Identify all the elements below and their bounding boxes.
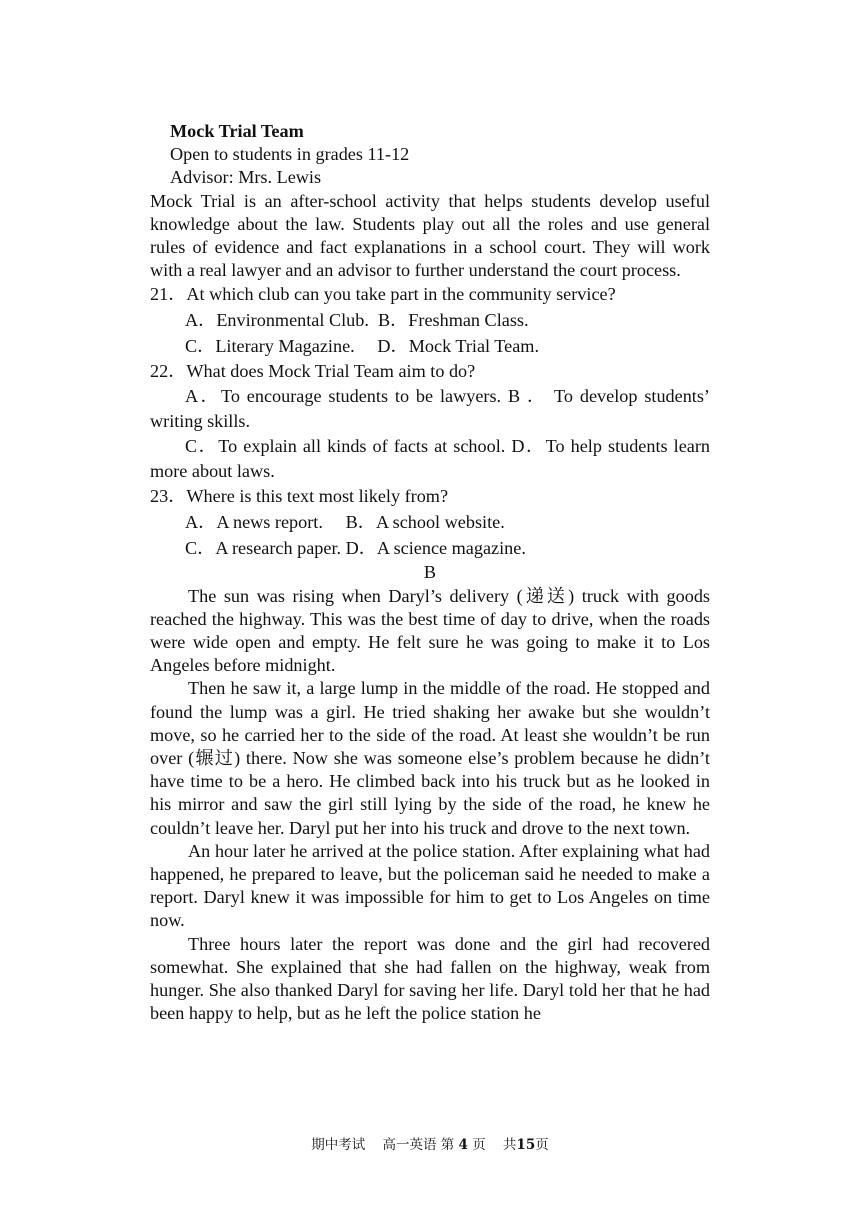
option-line: C．A research paper. D．A science magazine. — [185, 538, 526, 559]
club-description: Mock Trial is an after-school activity that helps students develop useful knowledge about the law. Students play out all the roles and use general rules of evidence and fact explanations in a school court. They will work with a real lawyer and an advisor to further understand the court process. — [150, 190, 710, 281]
question-stem: 23．Where is this text most likely from? — [150, 486, 449, 507]
page-footer — [0, 1133, 860, 1153]
question-21 — [150, 282, 710, 359]
footer-page-suffix: 页 — [472, 1137, 486, 1153]
passage-paragraph: Three hours later the report was done and the girl had recovered somewhat. She explained that she had fallen on the highway, weak from hunger. She also thanked Daryl for saving her life. Daryl told her that he had been happy to help, but as he left the police station he — [150, 933, 710, 1024]
footer-exam: 期中考试 — [311, 1137, 366, 1153]
question-stem: 21．At which club can you take part in the community service? — [150, 284, 616, 305]
passage-paragraph: An hour later he arrived at the police station. After explaining what had happened, he prepared to leave, but the policeman said he needed to make a report. Daryl knew it was impossible for him to get to Los Angeles on time now. — [150, 840, 710, 931]
option-line: A．A news report. B．A school website. — [185, 512, 505, 533]
footer-total-pages: 15 — [516, 1137, 536, 1153]
option-line: A．Environmental Club. B．Freshman Class. — [185, 310, 529, 331]
option-line: C．To explain all kinds of facts at school. D．To help students learn more about laws. — [150, 436, 710, 482]
passage-paragraph: Then he saw it, a large lump in the middle of the road. He stopped and found the lump was a girl. He tried shaking her awake but she wouldn’t move, so he carried her to the side of the road. At least she wouldn’t be run over (辗过) there. Now she was someone else’s problem because he didn’t have time to be a hero. He climbed back into his truck but as he looked in his mirror and saw the girl still lying by the side of the road, he knew he couldn’t leave her. Daryl put her into his truck and drove to the next town. — [150, 678, 710, 838]
section-label: B — [423, 562, 437, 583]
passage-paragraph: The sun was rising when Daryl’s delivery (递送) truck with goods reached the highway. This was the best time of day to drive, when the roads were wide open and empty. He felt sure he was going to make it to Los Angeles before midnight. — [150, 585, 710, 676]
footer-page-prefix: 第 — [440, 1137, 455, 1153]
question-stem: 22．What does Mock Trial Team aim to do? — [150, 361, 476, 382]
club-title: Mock Trial Team — [170, 121, 304, 141]
question-22 — [150, 359, 710, 484]
footer-total-suffix: 页 — [535, 1137, 549, 1153]
page-content — [150, 120, 710, 1025]
footer-total-prefix: 共 — [502, 1137, 517, 1153]
club-advisor: Advisor: Mrs. Lewis — [170, 167, 322, 188]
option-line: A．To encourage students to be lawyers. B ． To develop students’ writing skills. — [150, 386, 710, 432]
club-grades: Open to students in grades 11-12 — [170, 144, 410, 165]
question-23 — [150, 484, 710, 561]
footer-subject: 高一英语 — [382, 1137, 437, 1153]
option-line: C．Literary Magazine. D．Mock Trial Team. — [185, 336, 539, 357]
footer-page-number: 4 — [458, 1137, 468, 1153]
